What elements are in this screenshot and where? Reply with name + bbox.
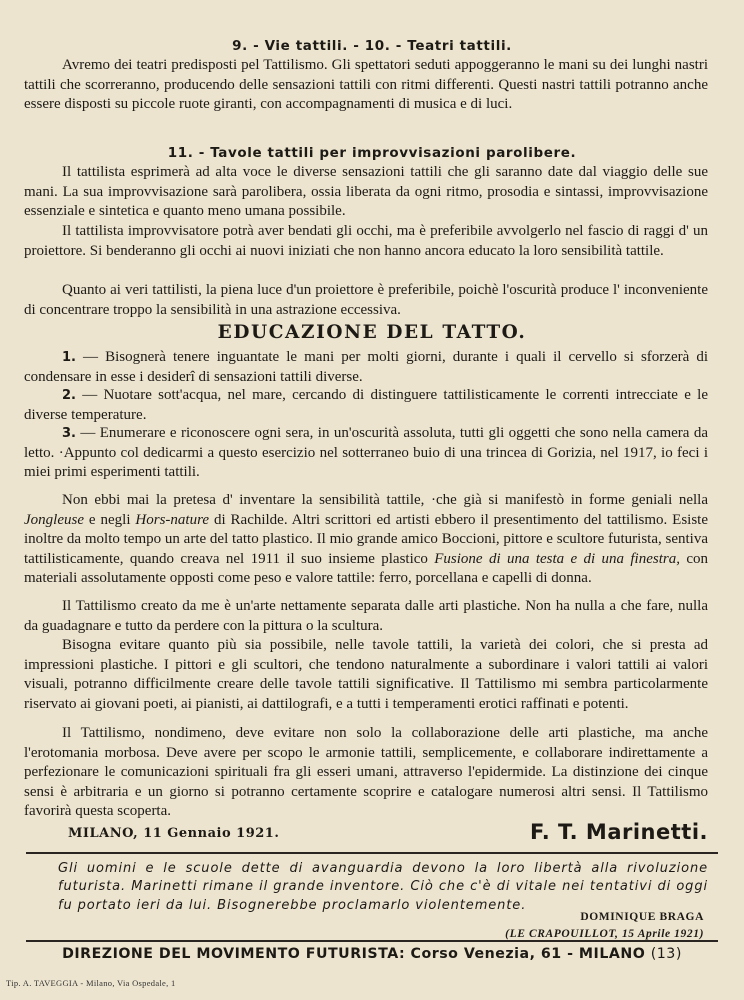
printer-credit: Tip. A. TAVEGGIA - Milano, Via Ospedale, 1 bbox=[6, 978, 176, 988]
body-paragraph-2: Il Tattilismo creato da me è un'arte nettamente separata dalle arti plastiche. Non ha nulla a che fare, nulla da guadagnare e tutto da perdere con la pittura o la scultura. bbox=[24, 598, 708, 634]
section-9-title: 9. - Vie tattili. - 10. - Teatri tattili. bbox=[232, 38, 512, 54]
education-item-text: — Bisognerà tenere inguantate le mani per molti giorni, durante i quali il cervello si sforzerà di condensare in esse i desiderî di sensazioni tattili diverse. bbox=[24, 349, 708, 385]
education-item-number: 3. bbox=[62, 426, 76, 441]
quote-source: (LE CRAPOUILLOT, 15 Aprile 1921) bbox=[505, 928, 704, 940]
signature-name: F. T. Marinetti. bbox=[529, 820, 708, 844]
body-paragraph-4: Il Tattilismo, nondimeno, deve evitare non solo la collaborazione delle arti plastiche, ma anche l'erotomania morbosa. Deve avere per scopo le armonie tattili, semplicemente, e collaborare indirettamente a perfezionare le comunicazioni spirituali fra gli esseri umani, attraverso l'epidermide. La distinzione dei cinque sensi è arbitraria e un giorno si potranno certamente scoprire e catalogare numerosi altri sensi. Il Tattilismo favorirà questa scoperta. bbox=[24, 725, 708, 820]
body-paragraph-1 bbox=[24, 491, 708, 589]
section-11-paragraph-1: Il tattilista esprimerà ad alta voce le diverse sensazioni tattili che gli saranno date dal viaggio delle sue mani. La sua improvvisazione sarà parolibera, ossia liberata da ogni ritmo, prosodia e sintassi, improvvisazione essenziale e sintetica e quanto meno umana possibile. bbox=[24, 164, 708, 220]
footer-text: DIREZIONE DEL MOVIMENTO FUTURISTA: Corso Venezia, 61 - MILANO bbox=[62, 946, 646, 962]
italic-title: Hors-nature bbox=[135, 511, 210, 528]
section-11-paragraph-2: Il tattilista improvvisatore potrà aver bendati gli occhi, ma è preferibile avvolgerlo nel fascio di raggi d' un proiettore. Si benderanno gli occhi ai nuovi iniziati che non hanno ancora educato la loro sensibilità tattile. bbox=[24, 223, 708, 259]
quote-attribution bbox=[505, 909, 704, 943]
italic-title: Fusione di una testa e di una finestra, bbox=[434, 550, 680, 567]
body-text: e negli bbox=[83, 511, 136, 528]
section-11-paragraph-3: Quanto ai veri tattilisti, la piena luce d'un proiettore è preferibile, poichè l'oscurità produce l' inconveniente di concentrare troppo la sensibilità in una astrazione eccessiva. bbox=[24, 282, 708, 318]
divider-top bbox=[26, 852, 718, 854]
footer-address bbox=[0, 946, 744, 962]
education-item-number: 2. bbox=[62, 388, 76, 403]
italic-title: Jongleuse bbox=[24, 511, 84, 528]
education-item-text: — Enumerare e riconoscere ogni sera, in un'oscurità assoluta, tutti gli oggetti che sono nella camera da letto. ·Appunto col dedicarmi a questo esercizio nel sotterraneo buio di una trincea di Gorizia, nel 1917, io feci i miei primi esperimenti tattili. bbox=[24, 425, 708, 481]
education-title: EDUCAZIONE DEL TATTO. bbox=[217, 322, 527, 343]
section-11-title: 11. - Tavole tattili per improvvisazioni parolibere. bbox=[167, 145, 577, 161]
page-number: (13) bbox=[650, 946, 682, 962]
body-text: Non ebbi mai la pretesa d' inventare la sensibilità tattile, ·che già si manifestò in forme geniali nella bbox=[62, 492, 708, 508]
quote-author: DOMINIQUE BRAGA bbox=[580, 911, 704, 923]
education-item-number: 1. bbox=[62, 350, 76, 365]
education-item-2 bbox=[24, 386, 708, 425]
body-text: di Rachilde. Altri scrittori ed artisti ebbero il presentimento del tattilismo. Esiste inoltre da molto tempo un arte del tatto plastico. Il mio grande amico Boccioni, pittore e scultore futurista, sentiva tattilisticamente, quando creava nel 1911 il suo insieme plastico bbox=[24, 511, 708, 567]
signature-date: MILANO, 11 Gennaio 1921. bbox=[68, 826, 280, 841]
education-item-3 bbox=[24, 424, 708, 483]
education-item-text: — Nuotare sott'acqua, nel mare, cercando di distinguere tattilisticamente le correnti intrecciate e le diverse temperature. bbox=[24, 387, 708, 423]
body-text: con materiali assolutamente opposti come peso e valore tattile: ferro, porcellana e capelli di donna. bbox=[24, 550, 708, 587]
braga-quote: Gli uomini e le scuole dette di avanguardia devono la loro libertà alla rivoluzione futurista. Marinetti rimane il grande inventore. Ciò che c'è di vitale nei tentativi di oggi fu portato ieri da lui. Bisognerebbe proclamarlo violentemente. bbox=[58, 861, 708, 913]
divider-bottom bbox=[26, 940, 718, 942]
body-paragraph-3: Bisogna evitare quanto più sia possibile, nelle tavole tattili, la varietà dei colori, che si presta ad impressioni plastiche. I pittori e gli scultori, che tendono naturalmente a subordinare i valori tattili ai valori visuali, potranno difficilmente creare delle tavole tattili significative. Il Tattilismo mi sembra particolarmente riservato ai giovani poeti, ai pianisti, ai dattilografi, e a tutti i temperamenti erotici raffinati e potenti. bbox=[24, 637, 708, 712]
section-9-text: Avremo dei teatri predisposti pel Tattilismo. Gli spettatori seduti appoggeranno le mani su dei lunghi nastri tattili che scorreranno, producendo delle sensazioni tattili con ritmi differenti. Questi nastri tattili potranno anche essere disposti su piccole ruote giranti, con accompagnamenti di musica e di luci. bbox=[24, 57, 708, 113]
education-item-1 bbox=[24, 348, 708, 387]
